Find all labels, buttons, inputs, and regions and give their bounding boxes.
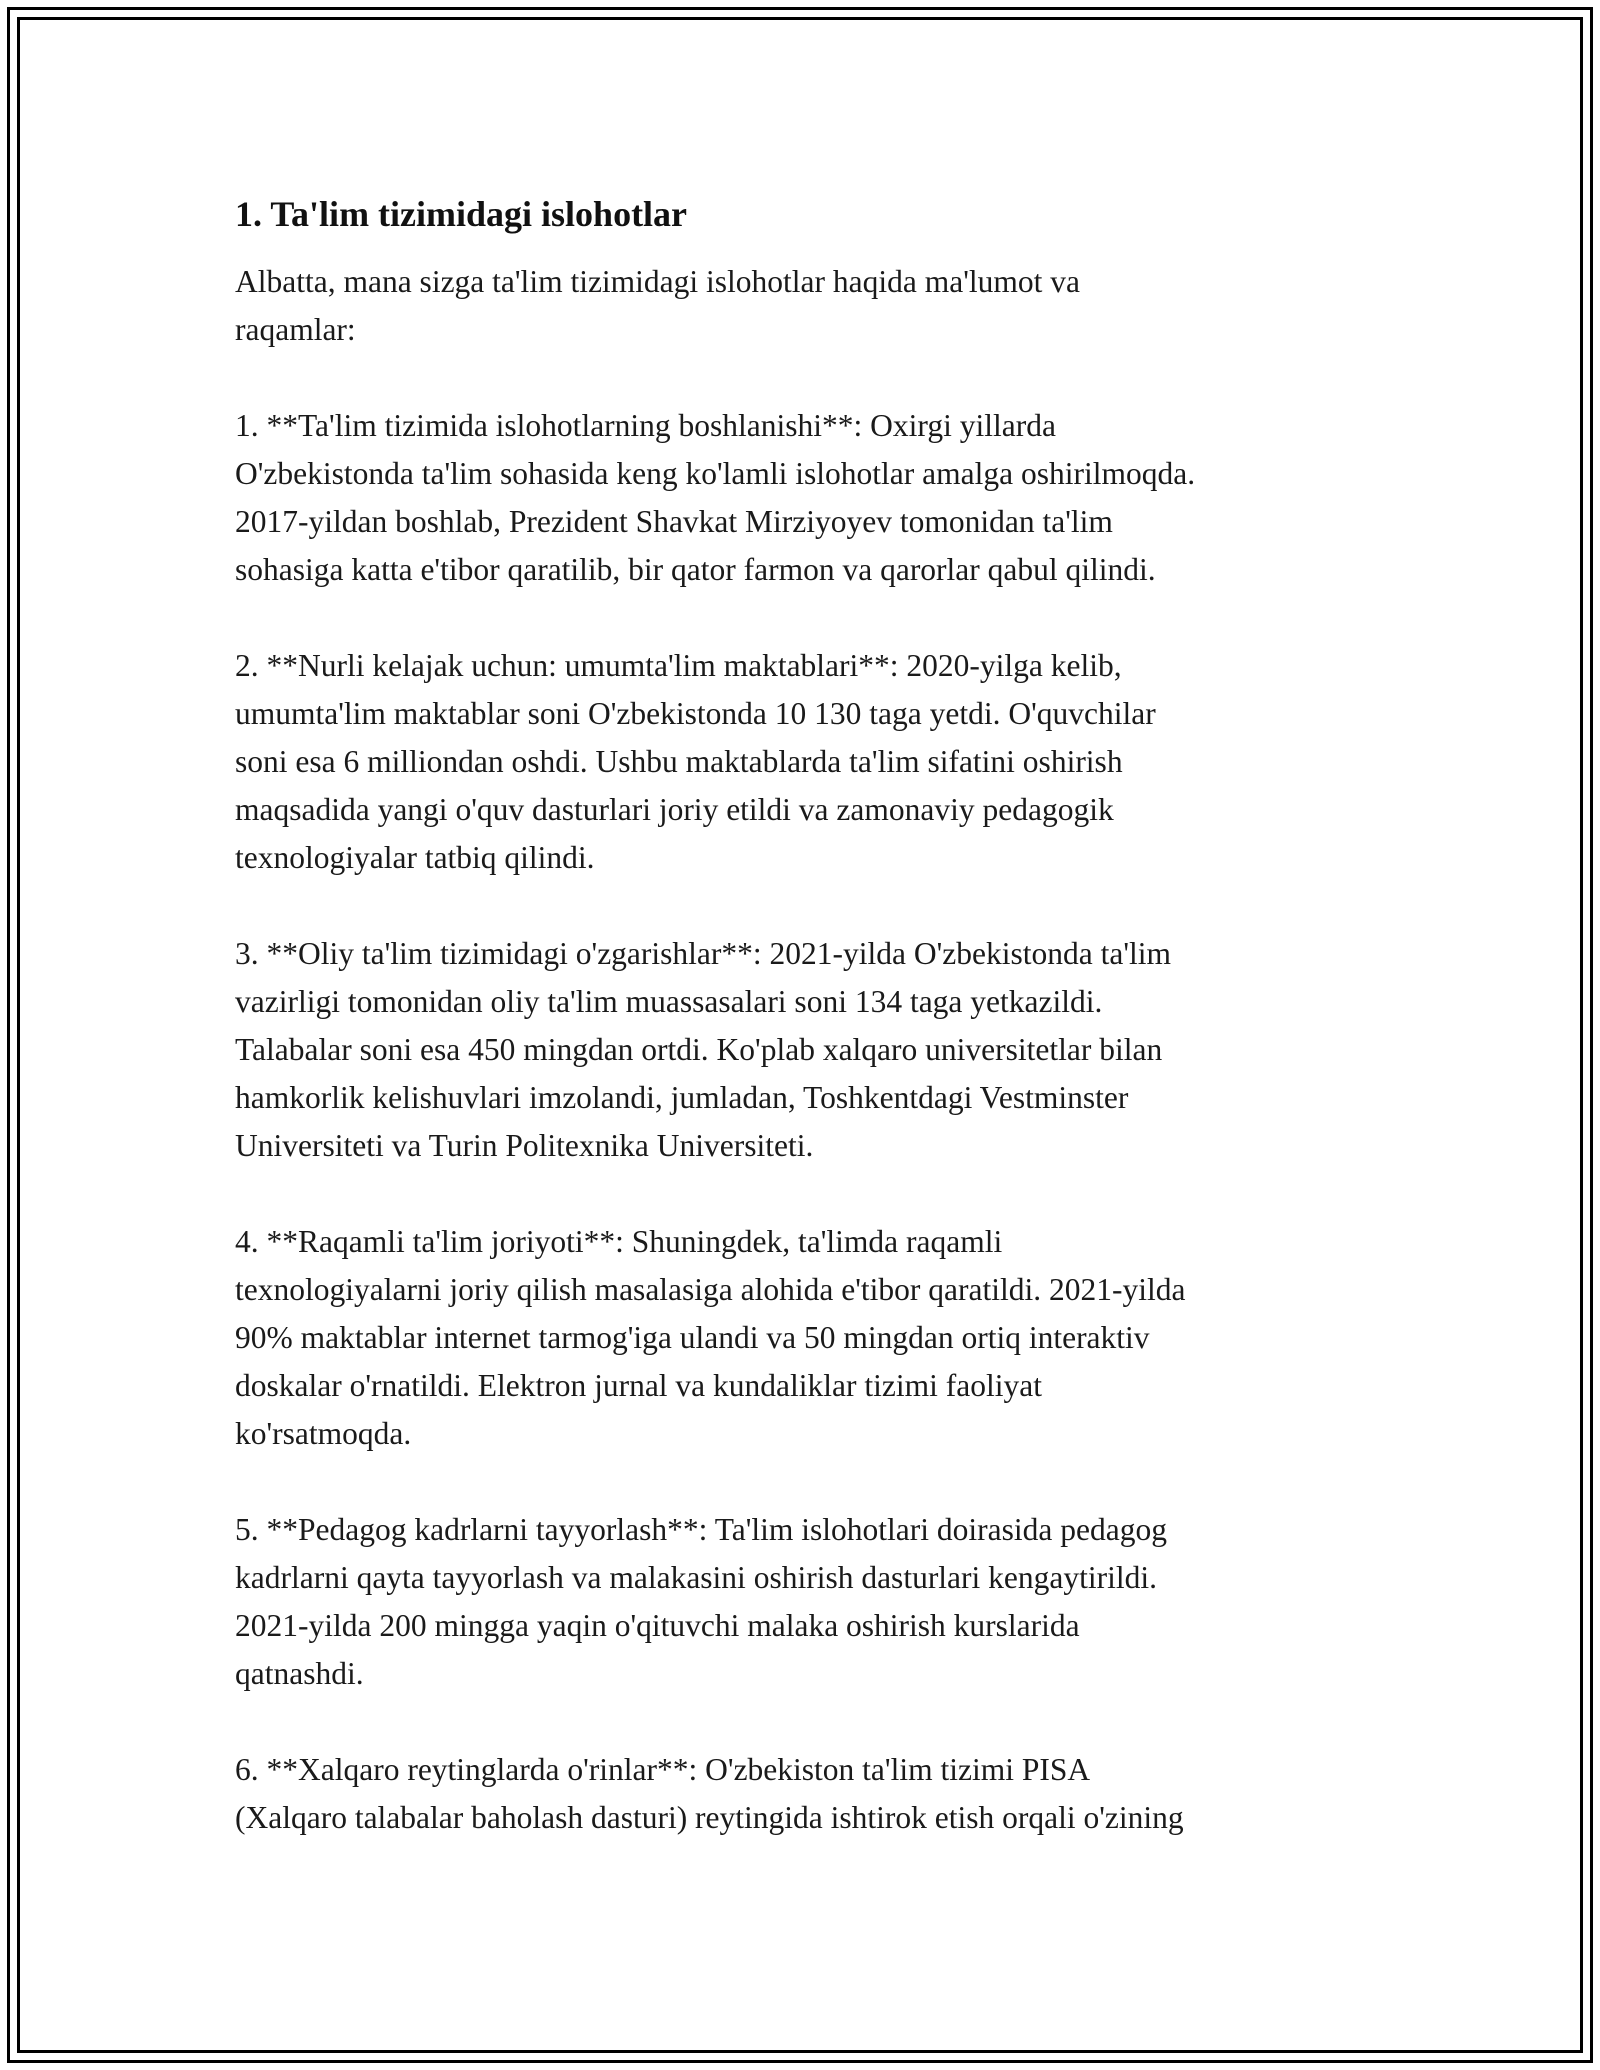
list-item-2: 2. **Nurli kelajak uchun: umumta'lim maktablari**: 2020-yilga kelib, umumta'lim maktablar soni O'zbekistonda 10 130 taga yetdi. O'quvchilar soni esa 6 milliondan oshdi. Ushbu maktablarda ta'lim sifatini oshirish maqsadida yangi o'quv dasturlari joriy etildi va zamonaviy pedagogik texnologiyalar tatbiq qilindi.: [235, 648, 1156, 875]
document-body: [235, 188, 1365, 1842]
list-item-6: 6. **Xalqaro reytinglarda o'rinlar**: O'zbekiston ta'lim tizimi PISA (Xalqaro talabalar baholash dasturi) reytingida ishtirok etish orqali o'zining: [235, 1752, 1184, 1835]
intro-paragraph: Albatta, mana sizga ta'lim tizimidagi islohotlar haqida ma'lumot va raqamlar:: [235, 264, 1081, 347]
section-heading: 1. Ta'lim tizimidagi islohotlar: [235, 194, 688, 234]
list-item-5: 5. **Pedagog kadrlarni tayyorlash**: Ta'lim islohotlari doirasida pedagog kadrlarni qayta tayyorlash va malakasini oshirish dasturlari kengaytirildi. 2021-yilda 200 mingga yaqin o'qituvchi malaka oshirish kurslarida qatnashdi.: [235, 1512, 1167, 1691]
list-item-1: 1. **Ta'lim tizimida islohotlarning boshlanishi**: Oxirgi yillarda O'zbekistonda ta'lim sohasida keng ko'lamli islohotlar amalga oshirilmoqda. 2017-yildan boshlab, Prezident Shavkat Mirziyoyev tomonidan ta'lim sohasiga katta e'tibor qaratilib, bir qator farmon va qarorlar qabul qilindi.: [235, 408, 1196, 587]
list-item-4: 4. **Raqamli ta'lim joriyoti**: Shuningdek, ta'limda raqamli texnologiyalarni joriy qilish masalasiga alohida e'tibor qaratildi. 2021-yilda 90% maktablar internet tarmog'iga ulandi va 50 mingdan ortiq interaktiv doskalar o'rnatildi. Elektron jurnal va kundaliklar tizimi faoliyat ko'rsatmoqda.: [235, 1224, 1186, 1451]
list-item-3: 3. **Oliy ta'lim tizimidagi o'zgarishlar**: 2021-yilda O'zbekistonda ta'lim vazirligi tomonidan oliy ta'lim muassasalari soni 134 taga yetkazildi. Talabalar soni esa 450 mingdan ortdi. Ko'plab xalqaro universitetlar bilan hamkorlik kelishuvlari imzolandi, jumladan, Toshkentdagi Vestminster Universiteti va Turin Politexnika Universiteti.: [235, 936, 1172, 1163]
